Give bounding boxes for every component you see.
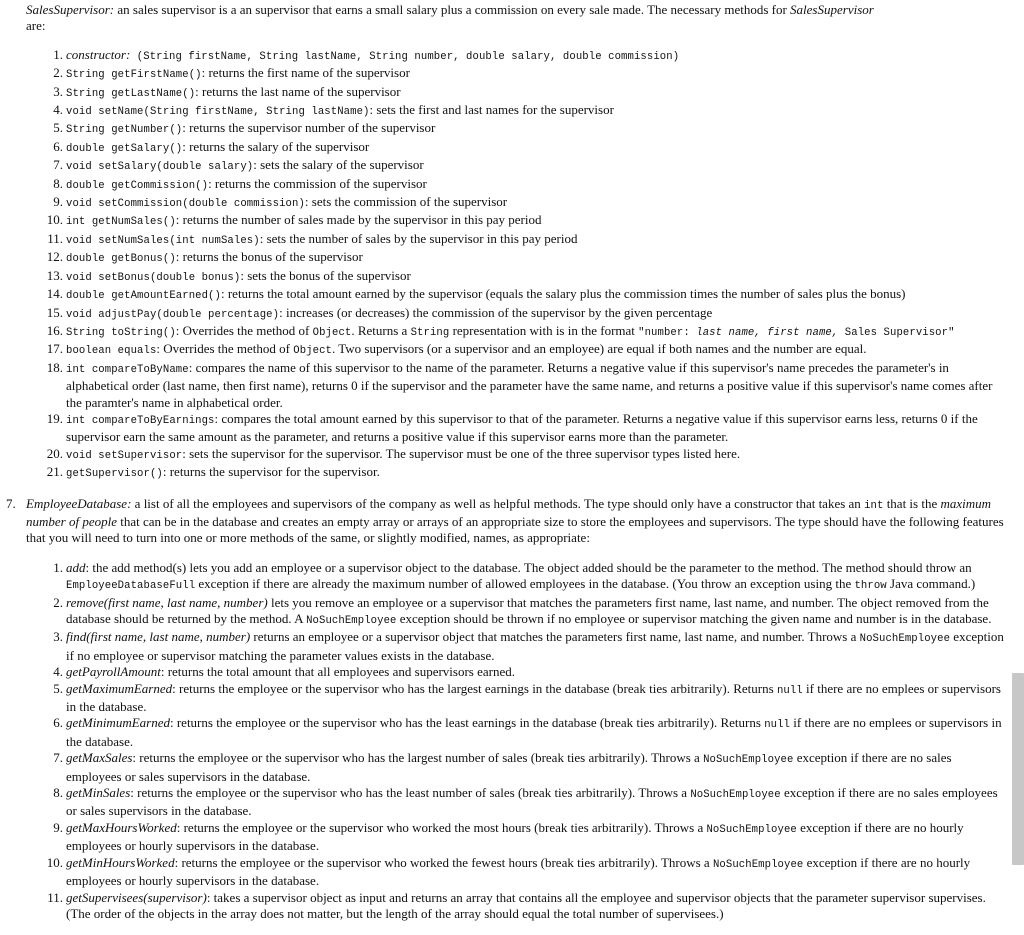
code-text: Sales Supervisor": [838, 326, 955, 339]
text-span: : sets the commission of the supervisor: [304, 194, 508, 210]
code-text: Object: [312, 326, 352, 339]
list-item-number: 13.: [46, 267, 63, 283]
list-item: [6, 157, 1006, 175]
code-text: (String firstName, String lastName, String number, double salary, double commission): [130, 50, 680, 63]
list-item: [6, 820, 1006, 855]
code-text: void adjustPay(double percentage): [66, 308, 280, 321]
text-span: exception if there are no hourly employees or hourly supervisors in the database.: [66, 819, 964, 854]
list-item-number: 14.: [46, 286, 63, 302]
code-text: void setCommission(double commission): [66, 198, 305, 211]
text-span: : increases (or decreases) the commission of the supervisor by the given percentage: [279, 304, 713, 320]
code-text: String toString(): [66, 326, 176, 339]
code-text: double getCommission(): [66, 179, 209, 192]
list-item: [6, 855, 1006, 890]
list-item-number: 5.: [53, 680, 63, 696]
vertical-scrollbar-thumb[interactable]: [1012, 673, 1024, 865]
list-item: [6, 323, 1006, 341]
text-span: Java command.): [886, 576, 976, 592]
list-item-number: 17.: [46, 341, 63, 357]
text-span: : returns the employee or the supervisor who worked the most hours (break ties arbitrarily). Throws a: [176, 819, 707, 835]
section-intro-class: SalesSupervisor: [790, 2, 874, 17]
list-item-number: 1.: [53, 46, 63, 62]
code-text: NoSuchEmployee: [690, 789, 781, 802]
code-text: boolean equals: [66, 345, 157, 358]
text-span: exception if there are no sales employees or sales supervisors in the database.: [66, 750, 952, 784]
section-employee-database: [6, 496, 1006, 923]
list-item-number: 10.: [46, 212, 63, 228]
list-item-number: 7.: [53, 750, 63, 766]
text-span: getSupervisees(supervisor): [66, 889, 207, 905]
code-text: int getNumSales(): [66, 216, 176, 229]
text-span: : returns the employee or the supervisor who worked the fewest hours (break ties arbitrarily). Throws a: [174, 854, 713, 870]
code-text: last name, first name,: [696, 326, 839, 339]
text-span: getMaxHoursWorked: [66, 819, 177, 835]
text-span: getMinimumEarned: [66, 715, 170, 731]
list-item-number: 6.: [53, 715, 63, 731]
list-item: [6, 785, 1006, 820]
code-text: NoSuchEmployee: [703, 754, 794, 767]
list-item: [6, 464, 1006, 482]
text-span: exception should be thrown if no employee or supervisor matching the given name and number is in the database.: [396, 611, 992, 626]
list-item: [6, 681, 1006, 716]
code-text: EmployeeDatabaseFull: [66, 580, 196, 593]
text-span: : returns the employee or the supervisor who has the least earnings in the database (break ties arbitrarily). Returns: [169, 715, 765, 731]
text-span: : compares the name of this supervisor to the name of the parameter. Returns a negative value if this supervisor's name precedes the parameter's in alphabetical order (last name, then first name), returns: [66, 359, 949, 394]
list-item: [6, 715, 1006, 750]
list-item: [6, 305, 1006, 323]
list-item-number: 6.: [53, 138, 63, 154]
text-span: : returns the commission of the supervisor: [208, 175, 427, 191]
list-item-number: 3.: [53, 629, 63, 645]
list-item-number: 15.: [46, 304, 63, 320]
text-span: exception if no employee or supervisor matching the parameter values exists in the database.: [66, 629, 1004, 663]
code-text: String getNumber(): [66, 124, 183, 137]
text-span: : returns the total amount earned by the supervisor (equals the salary plus the commission times the number of sales plus the bonus): [220, 286, 906, 302]
section-title: SalesSupervisor:: [26, 2, 115, 17]
text-span: if there are no emplees or supervisors in the database.: [66, 680, 1001, 715]
text-span: . Two supervisors (or a supervisor and an employee) are equal if both names and the number are equal.: [331, 341, 867, 357]
text-span: EmployeeDatabase:: [26, 495, 132, 511]
list-item-number: 11.: [47, 230, 63, 246]
text-span: if the supervisor earn the same amount as the parameter, and returns a positive value if this supervisor earns more than the parameter.: [66, 410, 978, 445]
list-item-number: 4.: [53, 102, 63, 118]
code-text: null: [776, 684, 803, 697]
list-item: [6, 249, 1006, 267]
list-item: [6, 176, 1006, 194]
code-text: int: [864, 499, 884, 512]
list-item: [6, 268, 1006, 286]
text-span: if there are no emplees or supervisors in the database.: [66, 715, 1002, 749]
list-item: [6, 750, 1006, 785]
text-span: . Returns a: [351, 322, 411, 338]
text-span: : returns the bonus of the supervisor: [175, 249, 363, 265]
code-text: throw: [854, 580, 887, 593]
code-text: getSupervisor(): [66, 468, 163, 481]
list-item: [6, 194, 1006, 212]
list-item: [6, 231, 1006, 249]
code-text: NoSuchEmployee: [306, 615, 397, 627]
list-item: [6, 360, 1006, 411]
code-text: void setNumSales(int numSales): [66, 234, 260, 247]
code-text: void setBonus(double bonus): [66, 271, 241, 284]
list-item: [6, 212, 1006, 230]
list-item: [6, 890, 1006, 923]
text-span: exception if there are already the maximum number of allowed employees in the database. (You throw an exception using the: [195, 576, 855, 592]
text-span: : returns the salary of the supervisor: [182, 138, 370, 154]
text-span: : returns the last name of the supervisor: [195, 83, 401, 99]
text-span: : sets the bonus of the supervisor: [240, 267, 411, 283]
text-span: exception if there are no hourly employees or hourly supervisors in the database.: [66, 854, 971, 889]
text-span: constructor:: [66, 46, 131, 62]
code-text: void setSupervisor: [66, 449, 183, 462]
section-intro-end: are:: [26, 18, 46, 34]
text-span: remove(first name, last name, number): [66, 594, 268, 610]
text-span: lets you remove an employee or a supervisor that matches the parameters first name, last name, and number. The object removed from the database should be returned by the method. A: [66, 594, 989, 626]
list-item-number: 2.: [53, 594, 63, 610]
text-span: : compares the total amount earned by this supervisor to that of the parameter. Returns a negative value if this supervisor earns less, returns: [214, 410, 941, 426]
code-text: double getSalary(): [66, 142, 183, 155]
code-text: "number:: [638, 326, 697, 339]
list-item: [6, 102, 1006, 120]
code-text: double getAmountEarned(): [66, 290, 221, 303]
code-text: NoSuchEmployee: [712, 858, 804, 871]
list-item-number: 8.: [53, 785, 63, 801]
list-item-number: 16.: [46, 322, 63, 338]
section-number: 7.: [6, 495, 16, 511]
list-item: [6, 286, 1006, 304]
text-span: : takes a supervisor object as input and returns an array that contains all the employee and supervisor objects that the parameter supervisor supervises. (The order of the objects in the array does not matter, but the length of the array should equal the total number of supervisees.): [66, 889, 986, 921]
document-page: [6, 2, 1006, 922]
code-text: NoSuchEmployee: [706, 823, 797, 836]
list-item-number: 8.: [53, 175, 63, 191]
list-item: [6, 120, 1006, 138]
list-item: [6, 560, 1006, 595]
list-item: [6, 446, 1006, 464]
list-item: [6, 411, 1006, 446]
text-span: : returns the supervisor for the supervisor.: [162, 464, 380, 480]
list-item: [6, 341, 1006, 359]
section-number: [6, 2, 26, 18]
list-item-number: 21.: [46, 464, 63, 480]
code-text: NoSuchEmployee: [859, 633, 951, 646]
list-item-number: 10.: [46, 854, 63, 870]
list-item: [6, 139, 1006, 157]
code-text: int compareToByName: [66, 363, 189, 376]
text-span: exception if there are no sales employees or sales supervisors in the database.: [66, 785, 998, 819]
list-item: [6, 84, 1006, 102]
code-text: double getBonus(): [66, 253, 176, 266]
text-span: that is the: [883, 495, 941, 511]
text-span: : returns the number of sales made by the supervisor in this pay period: [175, 212, 542, 228]
list-item-number: 3.: [53, 83, 63, 99]
section-6-intro: [6, 2, 1006, 35]
code-text: String getLastName(): [66, 87, 196, 100]
text-span: : sets the first and last names for the supervisor: [369, 102, 614, 118]
text-span: : returns the employee or the supervisor who has the largest earnings in the database (break ties arbitrarily). Returns: [172, 680, 777, 696]
list-item-number: 18.: [46, 359, 63, 375]
list-item: [6, 65, 1006, 83]
section-intro: an sales supervisor is a an supervisor that earns a small salary plus a commission on every sale made. The necessary methods for: [114, 2, 791, 17]
list-item-number: 19.: [46, 410, 63, 426]
section-intro: [26, 496, 1004, 546]
code-text: null: [764, 719, 791, 732]
text-span: getMinHoursWorked: [66, 854, 175, 870]
list-item-number: 11.: [47, 889, 63, 905]
text-span: : returns the first name of the supervisor: [201, 65, 410, 81]
text-span: : the add method(s) lets you add an employee or a supervisor object to the database. The object added should be the parameter to the method. The method should throw an: [85, 559, 972, 575]
list-item-number: 20.: [46, 445, 63, 461]
list-item-number: 9.: [53, 819, 63, 835]
feature-list: [6, 560, 1006, 923]
list-item-number: 5.: [53, 120, 63, 136]
code-text: String getFirstName(): [66, 69, 202, 82]
section-7-intro: [6, 496, 1006, 547]
list-item-number: 9.: [53, 194, 63, 210]
text-span: find(first name, last name, number): [66, 629, 251, 645]
code-text: String: [410, 326, 450, 339]
text-span: : sets the supervisor for the supervisor. The supervisor must be one of the three supervisor types listed here.: [182, 445, 741, 461]
list-item: [6, 595, 1006, 630]
text-span: : returns the supervisor number of the supervisor: [182, 120, 436, 136]
text-span: getMinSales: [66, 785, 131, 801]
list-item-number: 4.: [53, 664, 63, 680]
list-item: [6, 629, 1006, 664]
list-item-number: 1.: [53, 559, 63, 575]
method-list: [6, 47, 1006, 483]
text-span: : Overrides the method of: [156, 341, 294, 357]
text-span: getMaxSales: [66, 750, 133, 766]
list-item: [6, 664, 1006, 680]
text-span: : returns the employee or the supervisor who has the largest number of sales (break ties arbitrarily). Throws a: [132, 750, 704, 766]
text-span: 0: [351, 378, 358, 394]
section-sales-supervisor: [6, 2, 1006, 483]
list-item-number: 12.: [46, 249, 63, 265]
text-span: : returns the employee or the supervisor who has the least number of sales (break ties arbitrarily). Throws a: [130, 785, 691, 801]
text-span: getMaximumEarned: [66, 680, 173, 696]
text-span: : sets the salary of the supervisor: [253, 157, 424, 173]
text-span: : Overrides the method of: [175, 322, 313, 338]
code-text: int compareToByEarnings: [66, 414, 215, 427]
text-span: representation with is in the format: [449, 322, 639, 338]
text-span: a list of all the employees and supervisors of the company as well as helpful methods. The type should only have a constructor that takes an: [131, 495, 865, 511]
text-span: : returns the total amount that all employees and supervisors earned.: [160, 664, 515, 680]
text-span: add: [66, 559, 86, 575]
text-span: returns an employee or a supervisor object that matches the parameters first name, last name, and number. Throws a: [250, 629, 860, 645]
code-text: void setSalary(double salary): [66, 161, 254, 174]
list-item: [6, 47, 1006, 65]
list-item-number: 2.: [53, 65, 63, 81]
text-span: if the supervisor and the parameter have the same name, and returns a positive value if this supervisor's name comes after the paramter's name in alphabetical order.: [66, 378, 993, 410]
text-span: 0: [940, 410, 948, 426]
text-span: : sets the number of sales by the supervisor in this pay period: [259, 230, 578, 246]
code-text: void setName(String firstName, String lastName): [66, 106, 370, 119]
text-span: getPayrollAmount: [66, 664, 161, 680]
text-span: maximum number of people: [26, 495, 992, 529]
text-span: that can be in the database and creates an empty array or arrays of an appropriate size to store the employees and supervisors. The type should have the following features that you will need to turn into one or more methods of the same, or slightly modified, names, as appropriate:: [26, 513, 1004, 546]
code-text: Object: [293, 345, 332, 358]
list-item-number: 7.: [53, 157, 63, 173]
